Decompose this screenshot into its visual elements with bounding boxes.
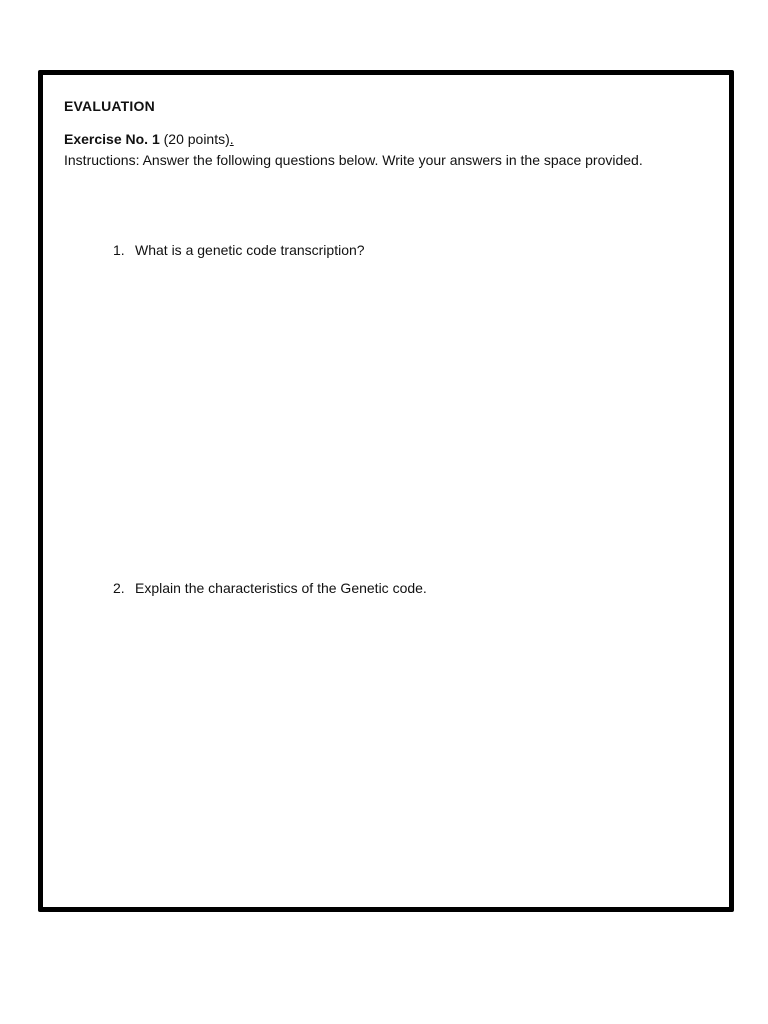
question-number: 1. — [113, 242, 125, 258]
question-number: 2. — [113, 580, 125, 596]
exercise-trailing-mark: . — [229, 131, 234, 147]
instructions-text: Instructions: Answer the following questions below. Write your answers in the space provided. — [64, 152, 643, 168]
exercise-points: (20 points) — [163, 131, 230, 147]
answer-space-1[interactable] — [135, 267, 695, 567]
exercise-label: Exercise No. 1 — [64, 131, 160, 147]
evaluation-box — [38, 70, 734, 912]
question-1 — [113, 242, 365, 258]
exercise-title — [64, 131, 234, 147]
answer-space-2[interactable] — [135, 605, 695, 895]
question-text: Explain the characteristics of the Genetic code. — [135, 580, 427, 596]
question-2 — [113, 580, 427, 596]
evaluation-heading: EVALUATION — [64, 98, 155, 114]
question-text: What is a genetic code transcription? — [135, 242, 365, 258]
